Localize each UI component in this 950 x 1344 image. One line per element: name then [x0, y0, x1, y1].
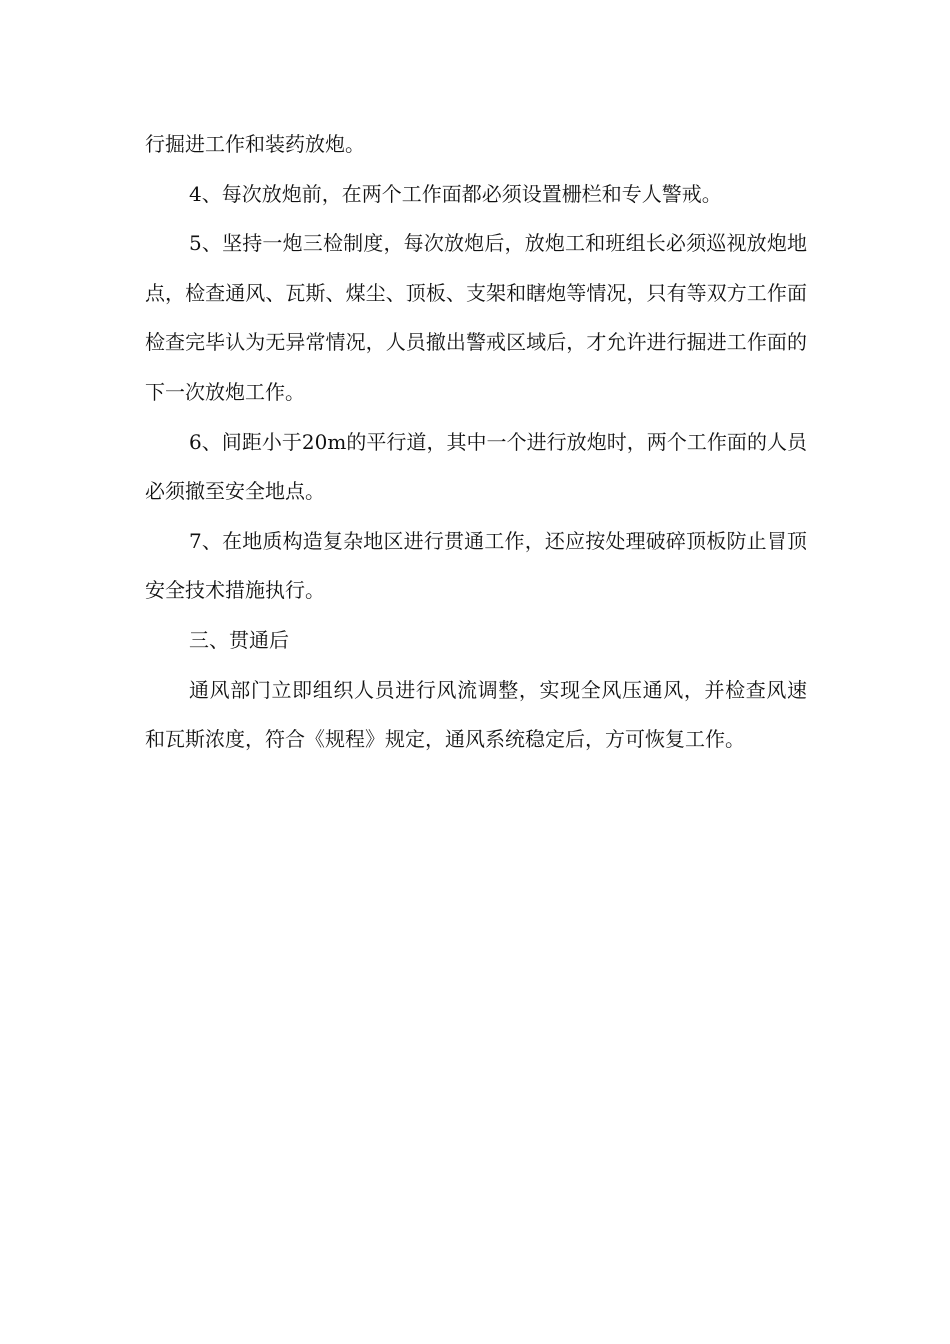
- paragraph-after-breakthrough: 通风部门立即组织人员进行风流调整，实现全风压通风，并检查风速和瓦斯浓度，符合《规程》规定，通风系统稳定后，方可恢复工作。: [145, 677, 807, 752]
- paragraph-item-5: 5、坚持一炮三检制度，每次放炮后，放炮工和班组长必须巡视放炮地点，检查通风、瓦斯、煤尘、顶板、支架和瞎炮等情况，只有等双方工作面检查完毕认为无异常情况，人员撤出警戒区域后，才允许进行掘进工作面的下一次放炮工作。: [145, 231, 807, 404]
- section-heading: 三、贯通后: [189, 627, 289, 652]
- paragraph-item-7: 7、在地质构造复杂地区进行贯通工作，还应按处理破碎顶板防止冒顶安全技术措施执行。: [145, 528, 807, 603]
- paragraph-continuation: 行掘进工作和装药放炮。: [145, 132, 365, 156]
- document-page: [145, 120, 807, 765]
- paragraph-item-4: 4、每次放炮前，在两个工作面都必须设置栅栏和专人警戒。: [189, 181, 722, 206]
- paragraph-item-6: 6、间距小于20m的平行道，其中一个进行放炮时，两个工作面的人员必须撤至安全地点。: [145, 429, 807, 504]
